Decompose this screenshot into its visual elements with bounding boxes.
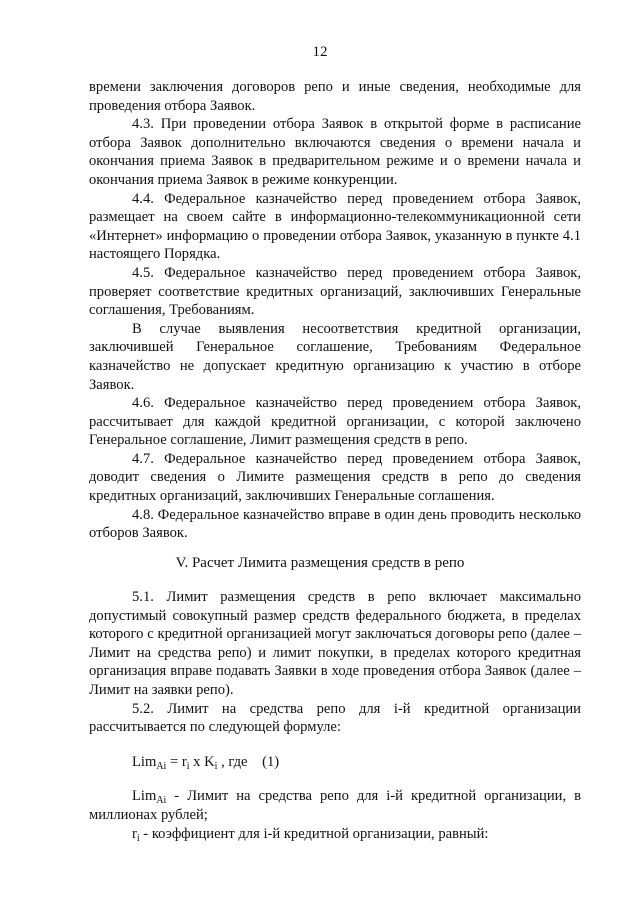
formula-equals-r: = r — [166, 753, 187, 770]
formula-number: , где (1) — [217, 753, 280, 770]
formula-k-subscript: i — [214, 760, 218, 772]
definition-r — [89, 825, 581, 844]
definition-r-text: - коэффициент для i-й кредитной организации, равный: — [139, 825, 489, 842]
definition-lim-subscript: Ai — [156, 795, 167, 807]
formula-lim-subscript: Ai — [156, 760, 167, 772]
paragraph-4-4: 4.4. Федеральное казначейство перед проведением отбора Заявок, размещает на своем сайте в информационно-телекоммуникационной сети «Интернет» информацию о проведении отбора Заявок, указанную в пункте 4.1 настоящего Порядка. — [89, 190, 581, 263]
section-v-body — [89, 588, 581, 843]
paragraph-4-8: 4.8. Федеральное казначейство вправе в один день проводить несколько отборов Заявок. — [89, 506, 581, 542]
section-heading: V. Расчет Лимита размещения средств в репо — [175, 555, 465, 571]
page-number: 12 — [312, 44, 328, 60]
paragraph-4-2-end: времени заключения договоров репо и иные сведения, необходимые для проведения отбора Заявок. — [89, 79, 581, 114]
paragraph-5-1: 5.1. Лимит размещения средств в репо включает максимально допустимый совокупный размер средств федерального бюджета, в пределах которого с кредитной организацией могут заключаться договоры репо (далее – Лимит на средства репо) и лимит покупки, в пределах которого кредитная организация вправе подавать Заявки в ходе проведения отбора Заявок (далее – Лимит на заявки репо). — [89, 589, 581, 698]
formula-1 — [132, 753, 581, 772]
definition-lim-symbol: Lim — [132, 788, 157, 805]
paragraph-4-5-continued: В случае выявления несоответствия кредитной организации, заключившей Генеральное соглашение, Требованиям Федеральное казначейство не допускает кредитную организацию к участию в отборе Заявок. — [89, 320, 581, 393]
definition-lim — [89, 787, 581, 824]
definition-r-subscript: i — [136, 832, 140, 844]
formula-times-k: x K — [189, 753, 215, 770]
definition-lim-text: - Лимит на средства репо для i-й кредитной организации, в миллионах рублей; — [89, 788, 581, 823]
paragraph-4-7: 4.7. Федеральное казначейство перед проведением отбора Заявок, доводит сведения о Лимите размещения средств в репо до сведения кредитных организаций, заключивших Генеральные соглашения. — [89, 450, 581, 505]
paragraph-5-2: 5.2. Лимит на средства репо для i-й кредитной организации рассчитывается по следующей формуле: — [89, 700, 581, 736]
section-iv-continuation — [89, 78, 581, 543]
paragraph-4-3: 4.3. При проведении отбора Заявок в открытой форме в расписание отбора Заявок дополнительно включаются сведения о времени начала и окончания приема Заявок в предварительном режиме и о времени начала и окончания приема Заявок в режиме конкуренции. — [89, 116, 581, 188]
definition-r-symbol: r — [132, 825, 137, 842]
paragraph-4-5: 4.5. Федеральное казначейство перед проведением отбора Заявок, проверяет соответствие кредитных организаций, заключивших Генеральные соглашения, Требованиям. — [89, 264, 581, 319]
formula-r-subscript: i — [186, 760, 190, 772]
paragraph-4-6: 4.6. Федеральное казначейство перед проведением отбора Заявок, рассчитывает для каждой кредитной организации, с которой заключено Генеральное соглашение, Лимит размещения средств в репо. — [89, 395, 581, 449]
formula-lim: Lim — [132, 753, 157, 770]
